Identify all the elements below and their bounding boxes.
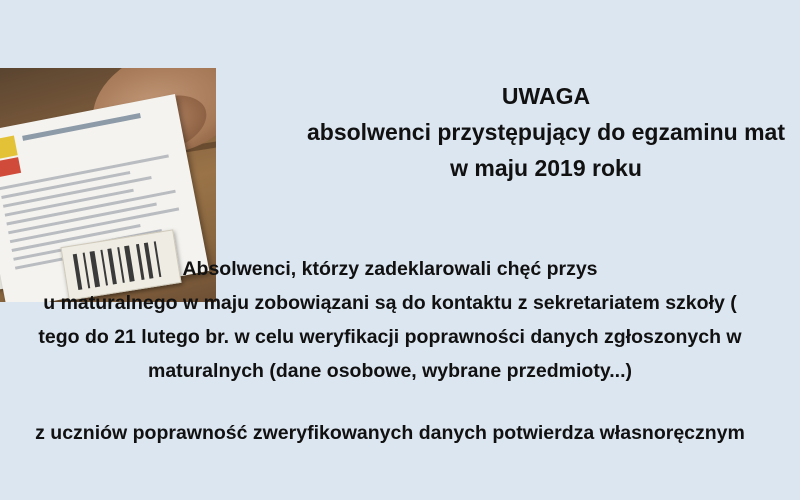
page-title — [216, 78, 800, 186]
paragraph-2 — [0, 416, 800, 450]
announcement-body — [0, 252, 800, 450]
paragraph-1-line-1: Absolwenci, którzy zadeklarowali chęć przys — [182, 258, 598, 280]
paragraph-1-line-4: maturalnych (dane osobowe, wybrane przedmioty...) — [148, 360, 632, 382]
paragraph-2-line-1: z uczniów poprawność zweryfikowanych danych potwierdza własnoręcznym — [35, 422, 745, 444]
title-line-3: w maju 2019 roku — [450, 155, 642, 181]
paragraph-1-line-2: u maturalnego w maju zobowiązani są do kontaktu z sekretariatem szkoły ( — [43, 292, 737, 314]
yellow-label-mark — [0, 135, 18, 160]
paragraph-1-line-3: tego do 21 lutego br. w celu weryfikacji poprawności danych zgłoszonych w — [38, 326, 742, 348]
red-label-mark — [0, 157, 21, 178]
title-line-2: absolwenci przystępujący do egzaminu mat — [306, 119, 785, 145]
paragraph-1 — [0, 252, 800, 388]
title-line-1: UWAGA — [501, 83, 591, 109]
